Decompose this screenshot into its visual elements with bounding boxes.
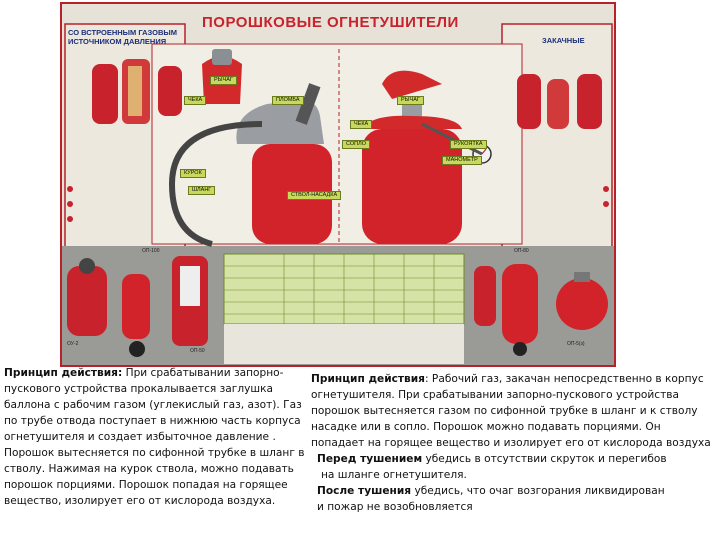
after-paragraph [311,483,716,499]
model-label: ОУ-2 [67,341,79,347]
right-paragraph [311,371,716,451]
after-text: убедись, что очаг возгорания ликвидирован [411,485,665,497]
callout-tag: СОПЛО [342,140,370,149]
callout-tag: ЧЕКА [184,96,206,105]
before-heading: Перед тушением [317,453,423,465]
poster-right-heading: ЗАКАЧНЫЕ [542,36,585,45]
after-heading: После тушения [317,485,412,497]
model-label: ОП-100 [142,248,160,254]
callout-tag: СТВОЛ-НАСАДКА [287,191,341,200]
before-paragraph [311,451,716,467]
model-label: ОП-5(з) [567,341,585,347]
before-paragraph-2 [311,467,716,483]
poster-illustration [62,4,616,367]
right-heading: Принцип действия [311,373,425,385]
left-paragraph [4,365,309,509]
before-text: убедись в отсутствии скруток и перегибов [422,453,667,465]
right-description [311,371,716,515]
extinguisher-poster [60,2,616,367]
left-description [4,365,309,509]
model-label: ОП-80 [514,248,529,254]
callout-tag: ЧЕКА [350,120,372,129]
callout-tag: РУКОЯТКА [450,140,487,149]
callout-tag: ПЛОМБА [272,96,304,105]
callout-tag: КУРОК [180,169,206,178]
callout-tag: ШЛАНГ [188,186,215,195]
after-paragraph-2 [311,499,716,515]
model-label: ОП-50 [190,348,205,354]
callout-tag: РЫЧАГ [210,76,237,85]
poster-left-heading: СО ВСТРОЕННЫМ ГАЗОВЫМ ИСТОЧНИКОМ ДАВЛЕНИЯ [68,28,177,46]
left-body: При срабатывании запорно-пускового устройства прокалывается заглушка баллона с рабочим газом (углекислый газ, азот). Газ по трубе отвода поступает в нижнюю часть корпуса огнетушителя и создает избыточное давление . Порошок вытесняется по сифонной трубке в шланг в стволу. Нажимая на курок ствола, можно подавать порошок порциями. Порошок попадая на горящее вещество, изолирует его от кислорода воздуха. [4,367,305,507]
right-body: : Рабочий газ, закачан непосредственно в корпус огнетушителя. При срабатывании запорно-пускового устройства порошок вытесняется газом по сифонной трубке в шланг и к стволу насадке или в сопло. Порошок можно подавать порциями. Он попадает на горящее вещество и изолирует его от кислорода воздуха [311,373,711,449]
callout-tag: РЫЧАГ [397,96,424,105]
poster-title: ПОРОШКОВЫЕ ОГНЕТУШИТЕЛИ [202,14,459,31]
callout-tag: МАНОМЕТР [442,156,482,165]
left-heading: Принцип действия: [4,367,123,379]
after-text-2: и пожар не возобновляется [317,501,473,513]
before-text-2: на шланге огнетушителя. [321,469,467,481]
